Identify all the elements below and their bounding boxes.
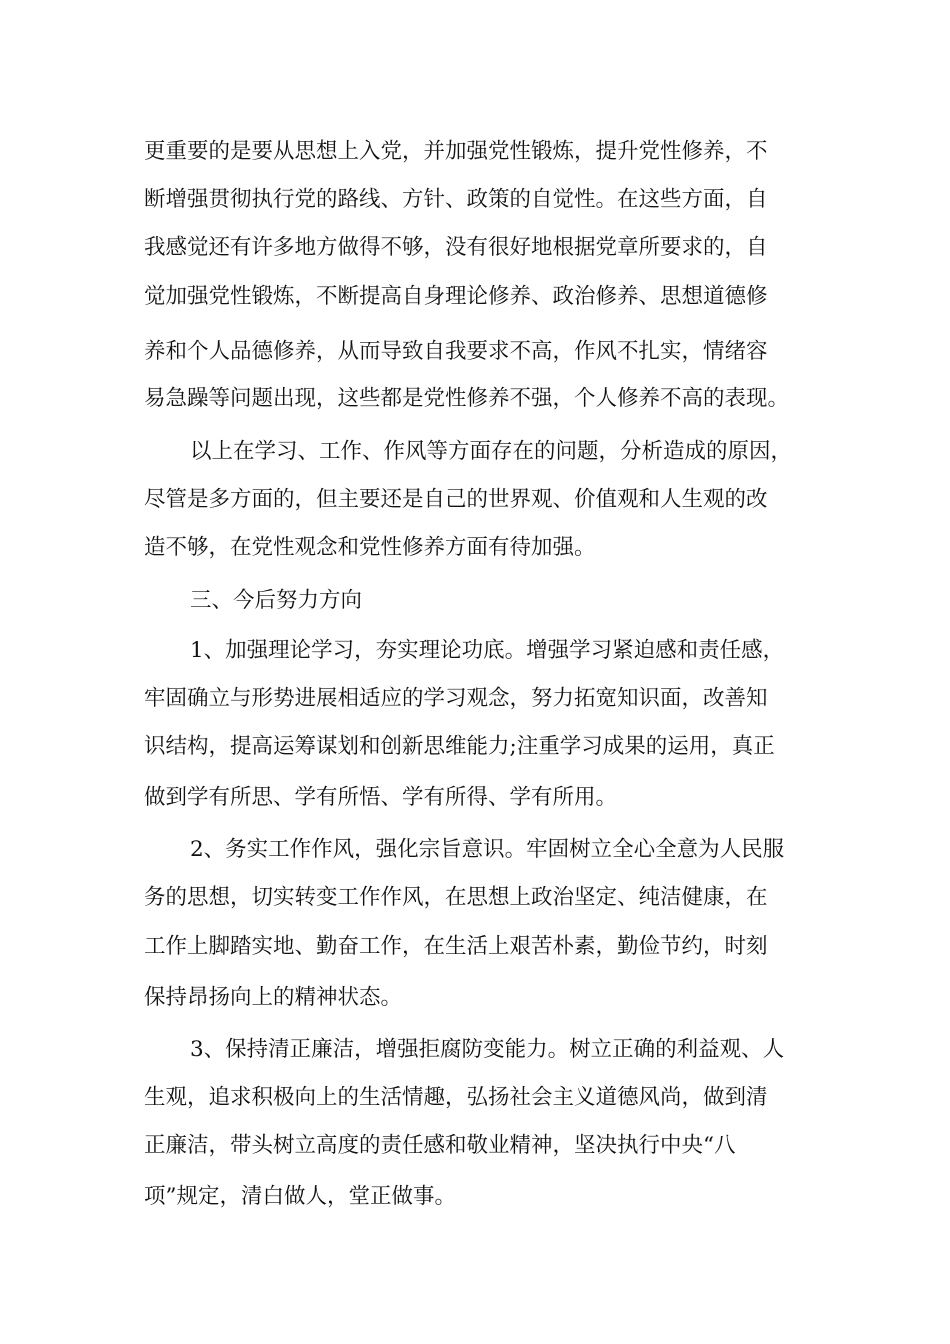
text-line: 造不够，在党性观念和党性修养方面有待加强。 [144,535,596,560]
text-line: 正廉洁，带头树立高度的责任感和敬业精神，坚决执行中央“八 [144,1133,736,1158]
text-line: 牢固确立与形势进展相适应的学习观念，努力拓宽知识面，改善知 [144,686,768,711]
text-line: 断增强贯彻执行党的路线、方针、政策的自觉性。在这些方面，自 [144,187,768,212]
text-line: 觉加强党性锻炼，不断提高自身理论修养、政治修养、思想道德修 [144,284,768,309]
text-line: 我感觉还有许多地方做得不够，没有很好地根据党章所要求的，自 [144,235,768,260]
text-line: 以上在学习、工作、作风等方面存在的问题，分析造成的原因， [190,439,793,464]
text-line: 务的思想，切实转变工作作风，在思想上政治坚定、纯洁健康，在 [144,885,768,910]
text-line: 保持昂扬向上的精神状态。 [144,985,403,1010]
text-line: 尽管是多方面的，但主要还是自己的世界观、价值观和人生观的改 [144,487,768,512]
text-line: 3、保持清正廉洁，增强拒腐防变能力。树立正确的利益观、人 [190,1037,785,1062]
text-line: 做到学有所思、学有所悟、学有所得、学有所用。 [144,785,618,810]
text-line: 生观，追求积极向上的生活情趣，弘扬社会主义道德风尚，做到清 [144,1085,768,1110]
text-line: 2、务实工作作风，强化宗旨意识。牢固树立全心全意为人民服 [190,837,785,862]
text-line: 1、加强理论学习，夯实理论功底。增强学习紧迫感和责任感， [190,638,785,663]
text-line: 易急躁等问题出现，这些都是党性修养不强，个人修养不高的表现。 [144,386,790,411]
text-line: 更重要的是要从思想上入党，并加强党性锻炼，提升党性修养，不 [144,139,768,164]
text-line: 项”规定，清白做人，堂正做事。 [144,1184,456,1209]
text-line: 养和个人品德修养，从而导致自我要求不高，作风不扎实，情绪容 [144,339,768,364]
text-line: 工作上脚踏实地、勤奋工作，在生活上艰苦朴素，勤俭节约，时刻 [144,934,768,959]
section-heading: 三、今后努力方向 [190,588,363,613]
text-line: 识结构，提高运筹谋划和创新思维能力;注重学习成果的运用，真正 [144,734,775,759]
